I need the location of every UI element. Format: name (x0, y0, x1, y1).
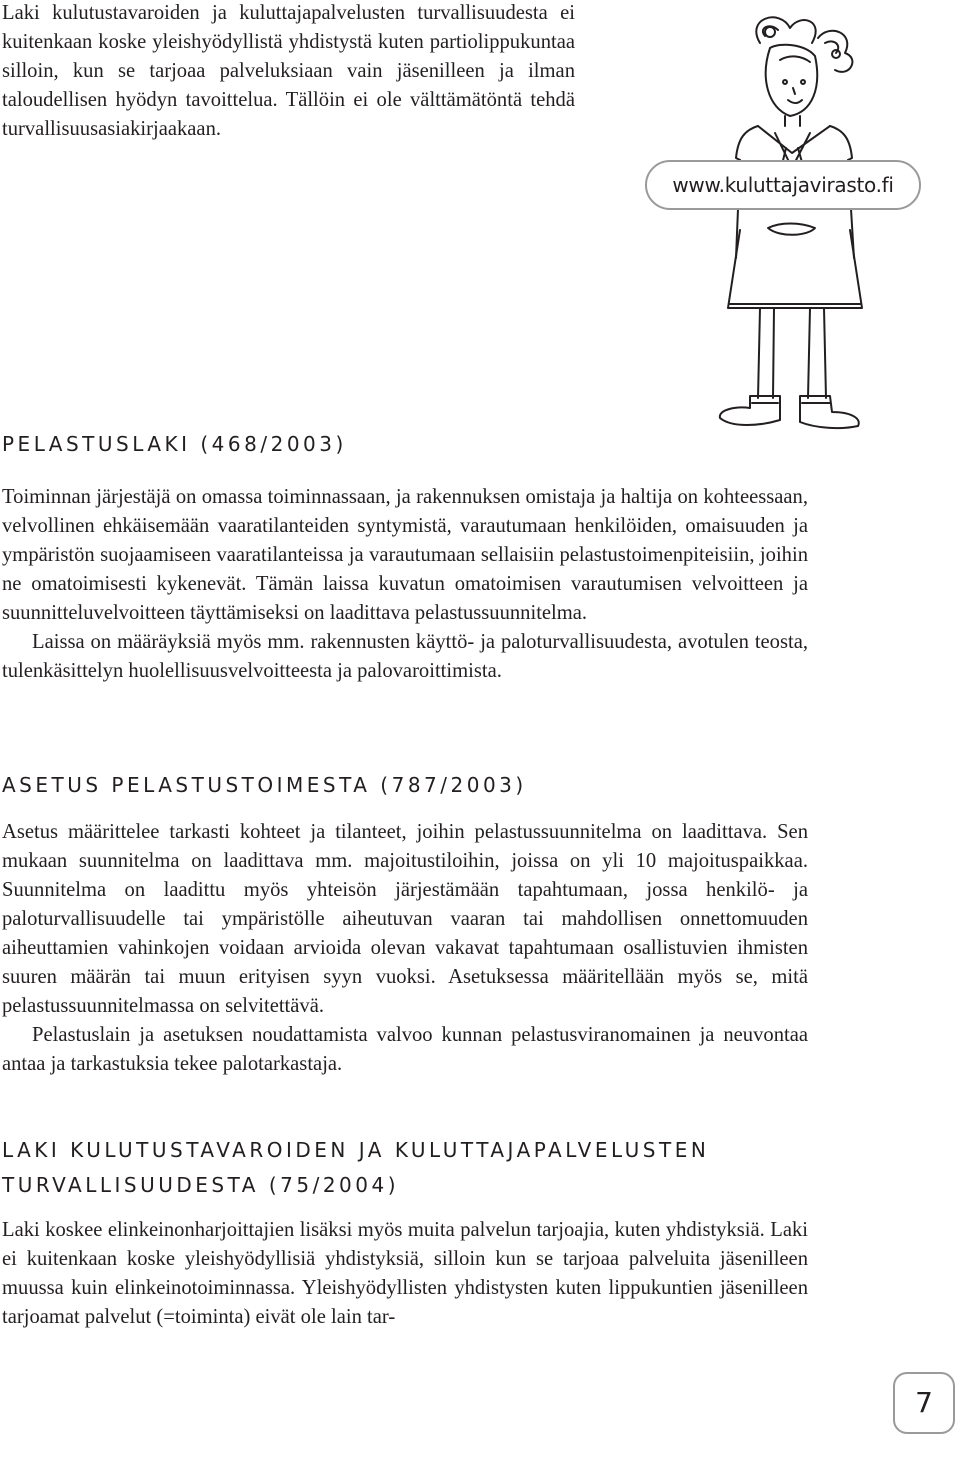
section-heading-asetus: ASETUS PELASTUSTOIMESTA (787/2003) (2, 773, 527, 797)
website-url: www.kuluttajavirasto.fi (672, 173, 894, 197)
section-body-laki-kulutustavaroiden (2, 1216, 808, 1332)
heading-line-1: LAKI KULUTUSTAVAROIDEN JA KULUTTAJAPALVELUSTEN (2, 1138, 710, 1162)
paragraph: Laissa on määräyksiä myös mm. rakennusten käyttö- ja paloturvallisuudesta, avotulen teosta, tulenkäsittelyn huolellisuusvelvoitteesta ja palovaroittimista. (2, 631, 808, 682)
section-body-pelastuslaki (2, 483, 808, 686)
paragraph: Asetus määrittelee tarkasti kohteet ja tilanteet, joihin pelastussuunnitelma on laadittava. Sen mukaan suunnitelma on laadittava mm. majoitustiloihin, joissa on yli 10 majoituspaikkaa. Suunnitelma on laadittu myös yhteisön järjestämään tapahtumaan, jossa henkilö- ja paloturvallisuudelle tai ympäristölle aiheutuvan vaaran tai mahdollisen onnettomuuden aiheuttamien vahinkojen voidaan arvioida olevan vakavat tapahtumaan osallistuvien ihmisten suuren määrän tai muun erityisen syyn vuoksi. Asetuksessa määritellään myös se, mitä pelastussuunnitelmassa on selvitettävä. (2, 821, 808, 1017)
page-number-text: 7 (915, 1386, 933, 1419)
paragraph: Toiminnan järjestäjä on omassa toiminnassaan, ja rakennuksen omistaja ja haltija on kohteessaan, velvollinen ehkäisemään vaaratilanteiden syntymistä, varautumaan henkilöiden, omaisuuden ja ympäristön suojaamiseen vaaratilanteissa ja varautumaan sellaisiin pelastustoimenpiteisiin, joihin ne omatoimisesti kykenevät. Tämän laissa kuvatun omatoimisen varautumisen velvoitteen ja suunnitteluvelvoitteen täyttämiseksi on laadittava pelastussuunnitelma. (2, 486, 808, 624)
section-body-asetus (2, 818, 808, 1079)
page-number (893, 1372, 955, 1434)
intro-text: Laki kulutustavaroiden ja kuluttajapalvelusten turvallisuudesta ei kuitenkaan koske yleishyödyllistä yhdistystä kuten partiolippukuntaa silloin, kun se tarjoaa palveluksiaan vain jäsenilleen ja ilman taloudellisen hyödyn tavoittelua. Tällöin ei ole välttämätöntä tehdä turvallisuusasiakirjaakaan. (2, 2, 575, 140)
paragraph: Laki koskee elinkeinonharjoittajien lisäksi myös muita palvelun tarjoajia, kuten yhdistyksiä. Laki ei kuitenkaan koske yleishyödyllisiä yhdistyksiä, silloin kun se tarjoaa palveluita jäsenilleen muussa kuin elinkeinotoiminnassa. Yleishyödyllisten yhdistysten kuten lippukuntien jäsenilleen tarjoamat palvelut (=toiminta) eivät ole lain tar- (2, 1219, 808, 1328)
intro-paragraph (2, 0, 575, 144)
url-bubble (645, 160, 921, 210)
section-heading-pelastuslaki: PELASTUSLAKI (468/2003) (2, 432, 347, 456)
section-heading-laki-kulutustavaroiden (2, 1133, 709, 1203)
heading-line-2: TURVALLISUUDESTA (75/2004) (2, 1173, 400, 1197)
paragraph: Pelastuslain ja asetuksen noudattamista valvoo kunnan pelastusviranomainen ja neuvontaa antaa ja tarkastuksia tekee palotarkastaja. (2, 1024, 808, 1075)
scout-girl-illustration (640, 8, 940, 438)
